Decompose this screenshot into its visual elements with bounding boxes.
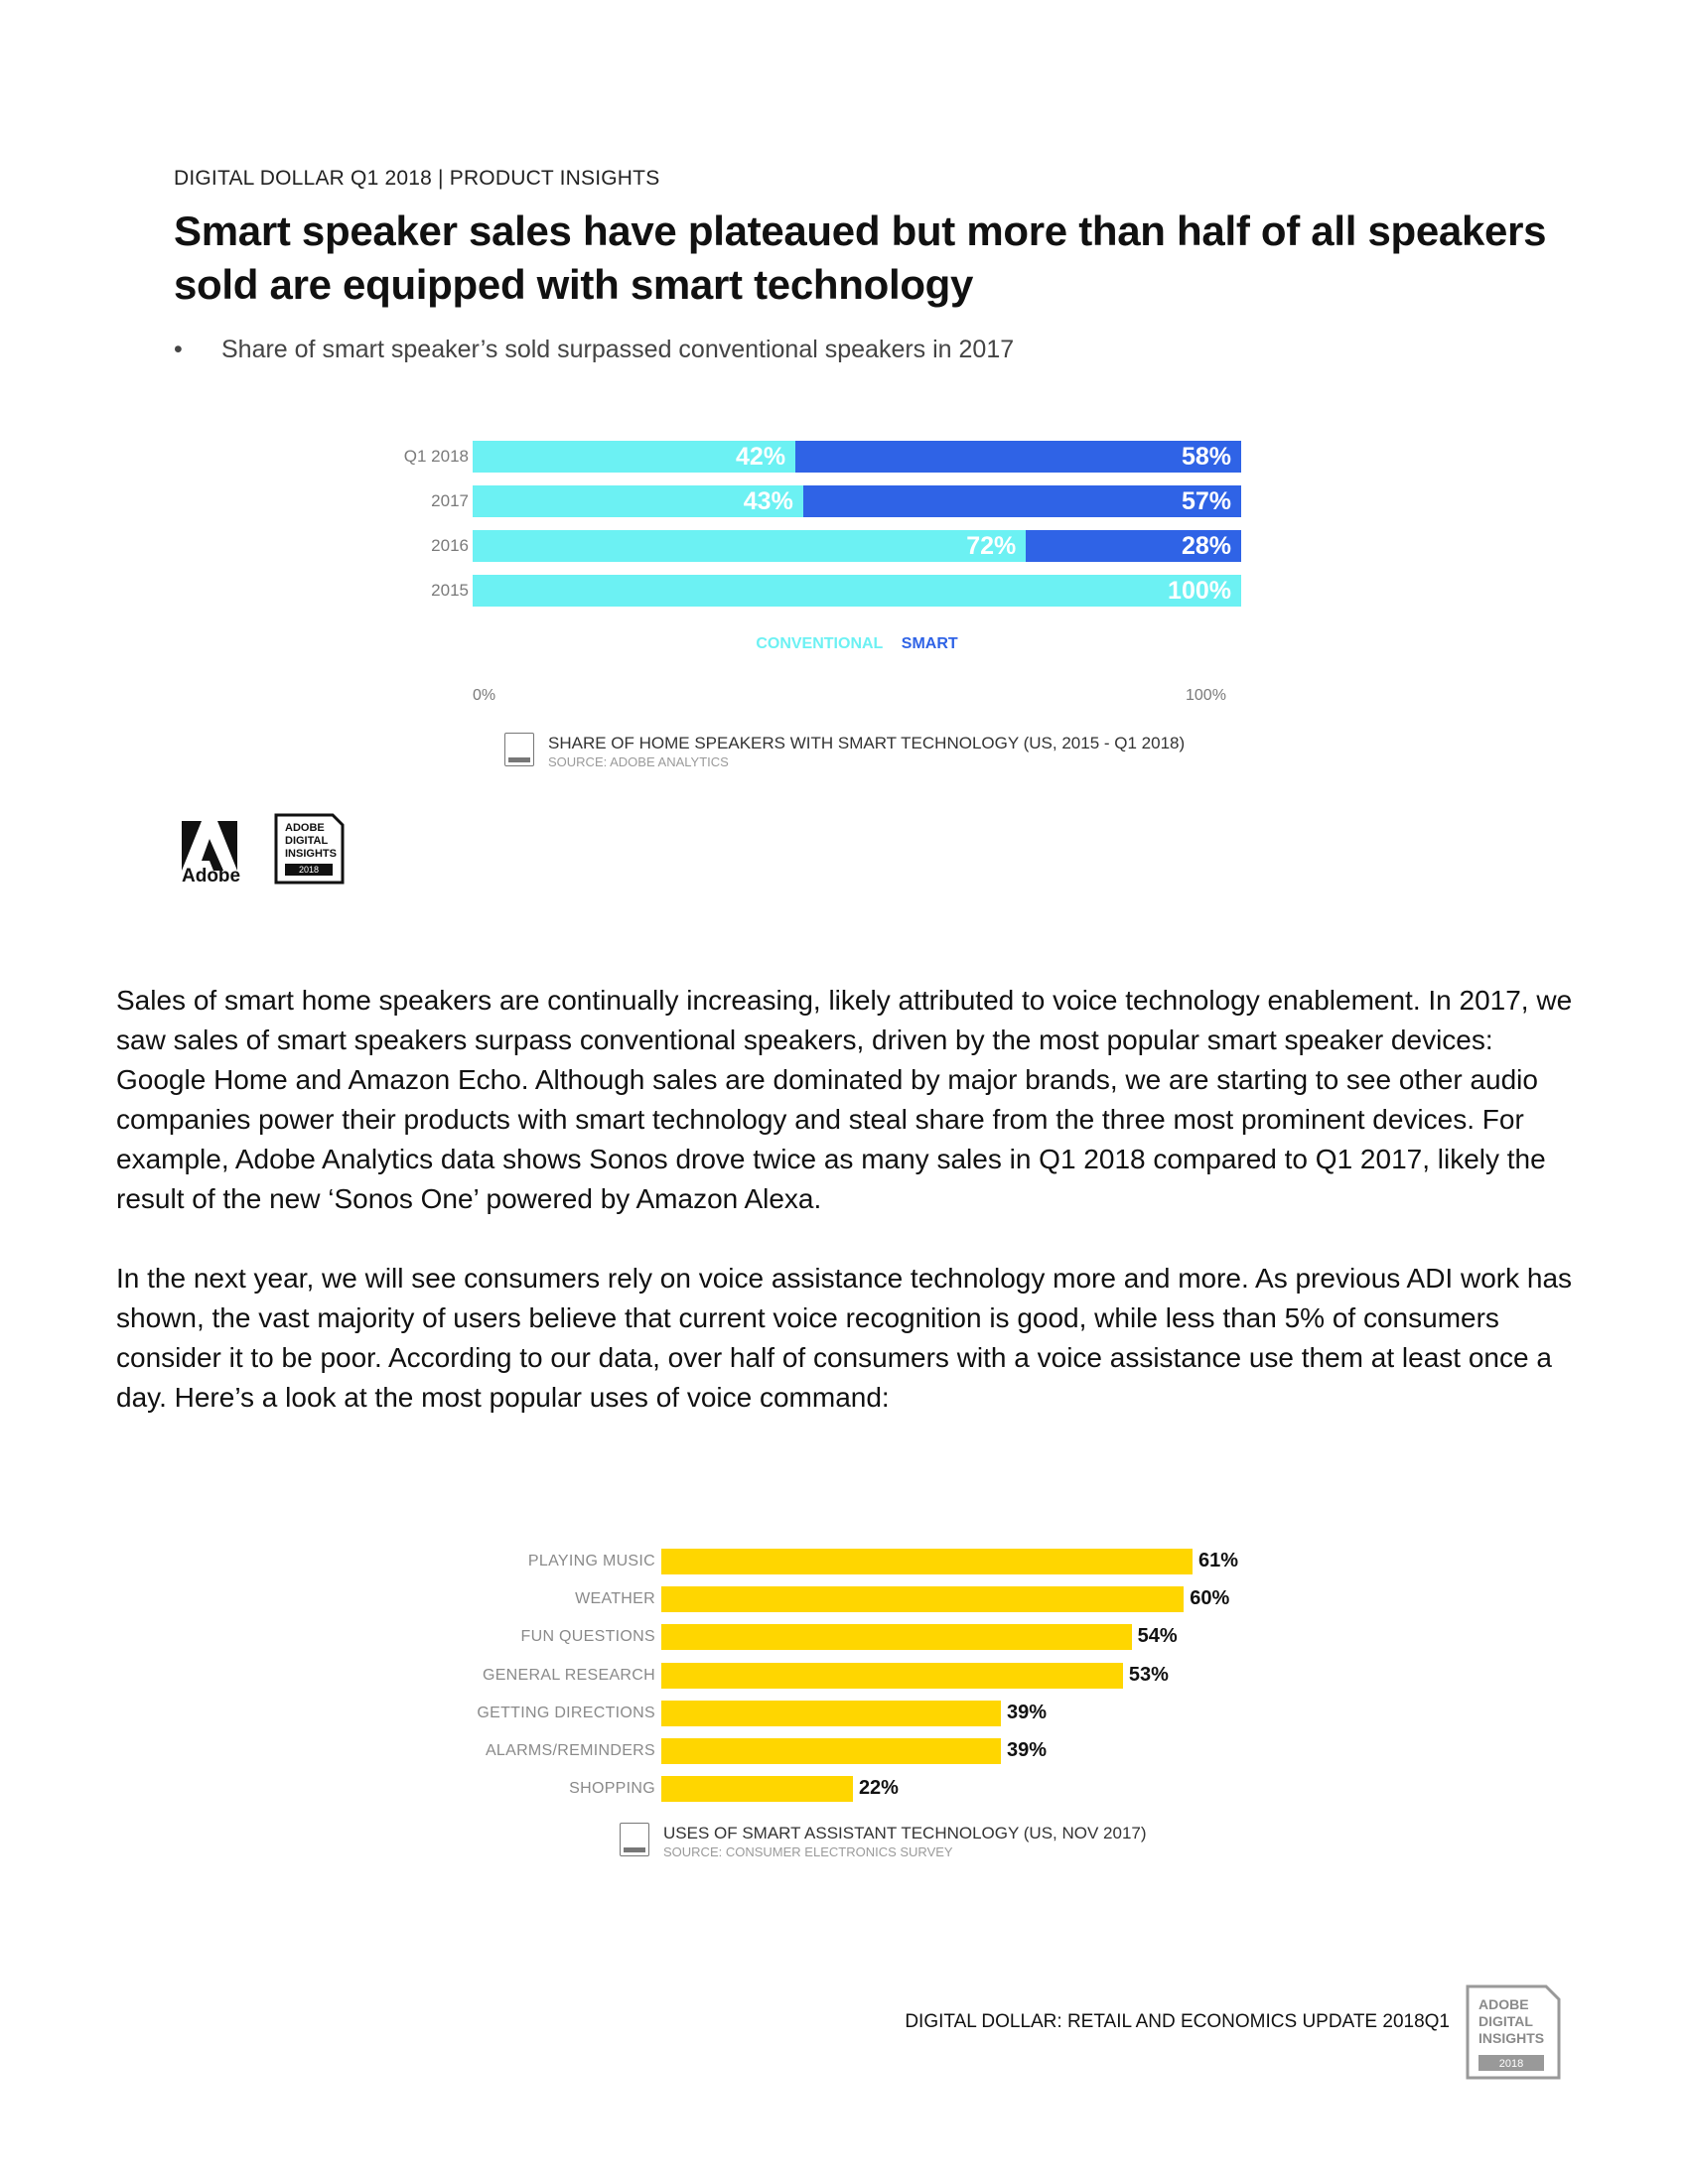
bullet-text: Share of smart speaker’s sold surpassed conventional speakers in 2017: [221, 336, 1015, 363]
usage-bar: [661, 1776, 853, 1802]
footer-adi-logo-icon: [1465, 1983, 1562, 2081]
adi-badge-icon: [504, 733, 534, 766]
stacked-bar: [473, 441, 1241, 473]
bar-value-label: 43%: [743, 487, 793, 515]
bar-value-label: 53%: [1128, 1663, 1169, 1686]
bar-value-label: 60%: [1190, 1587, 1230, 1610]
legend-conventional: CONVENTIONAL: [756, 635, 884, 652]
usage-bar: [661, 1738, 1001, 1764]
speaker-share-chart: [377, 427, 1251, 784]
adobe-logo-text: Adobe: [182, 866, 241, 887]
bar-value-label: 100%: [1168, 577, 1231, 605]
bar-segment-smart: [1026, 530, 1241, 562]
adi-logo-icon: [273, 812, 347, 886]
category-label: ALARMS/REMINDERS: [485, 1742, 655, 1759]
chart-caption-source: SOURCE: CONSUMER ELECTRONICS SURVEY: [663, 1844, 953, 1859]
adi-logo-year: 2018: [298, 865, 320, 875]
footer-logo-line-3: INSIGHTS: [1478, 2030, 1545, 2046]
row-label: 2016: [431, 536, 469, 555]
chart-caption-source: SOURCE: ADOBE ANALYTICS: [548, 754, 729, 769]
chart-caption-title: USES OF SMART ASSISTANT TECHNOLOGY (US, NOV 2017): [663, 1824, 1147, 1843]
bar-segment-conventional: [473, 530, 1026, 562]
bar-segment-conventional: [473, 575, 1241, 607]
footer-logo-year: 2018: [1498, 2058, 1524, 2070]
header-kicker: DIGITAL DOLLAR Q1 2018 | PRODUCT INSIGHTS: [174, 167, 660, 190]
adi-logo-line-2: DIGITAL: [285, 835, 329, 847]
legend-smart: SMART: [901, 635, 958, 652]
chart-legend: [473, 635, 1241, 653]
bar-value-label: 54%: [1137, 1625, 1178, 1648]
usage-bar: [661, 1701, 1001, 1726]
x-axis-min-label: 0%: [473, 687, 496, 704]
usage-bar: [661, 1624, 1132, 1650]
x-axis-max-label: 100%: [1186, 687, 1226, 704]
bar-value-label: 61%: [1198, 1550, 1239, 1571]
body-paragraph-2: In the next year, we will see consumers rely on voice assistance technology more and more. As previous ADI work has shown, the vast majority of users believe that current voice recognition is good, while less than 5% of consumers consider it to be poor. According to our data, over half of consumers with a voice assistance use them at least once a day. Here’s a look at the most popular uses of voice command:: [116, 1263, 1573, 1413]
row-label: Q1 2018: [403, 447, 469, 466]
bar-value-label: 58%: [1181, 443, 1231, 471]
chart-caption-title: SHARE OF HOME SPEAKERS WITH SMART TECHNOLOGY (US, 2015 - Q1 2018): [548, 734, 1186, 752]
category-label: FUN QUESTIONS: [520, 1628, 655, 1646]
bar-value-label: 39%: [1007, 1701, 1048, 1723]
usage-bar: [661, 1586, 1184, 1612]
usage-bar: [661, 1663, 1123, 1689]
bar-value-label: 57%: [1181, 487, 1231, 515]
bullet-point: [174, 336, 1014, 364]
stacked-bar: [473, 485, 1241, 517]
adi-badge-icon: [620, 1823, 649, 1856]
bar-value-label: 72%: [966, 532, 1017, 560]
stacked-bar: [473, 530, 1241, 562]
footer-logo-line-1: ADOBE: [1478, 1996, 1529, 2012]
bar-segment-conventional: [473, 441, 795, 473]
page-title: Smart speaker sales have plateaued but more than half of all speakers sold are equipped with smart technology: [174, 207, 1547, 308]
bullet-dot: •: [174, 336, 183, 363]
bar-segment-conventional: [473, 485, 803, 517]
category-label: PLAYING MUSIC: [527, 1553, 655, 1570]
usage-bar: [661, 1549, 1193, 1574]
body-paragraph-1: Sales of smart home speakers are continually increasing, likely attributed to voice technology enablement. In 2017, we saw sales of smart speakers surpass conventional speakers, driven by the most popular smart speaker devices: Google Home and Amazon Echo. Although sales are dominated by major brands, we are starting to see other audio companies power their products with smart technology and steal share from the three most prominent devices. For example, Adobe Analytics data shows Sonos drove twice as many sales in Q1 2018 compared to Q1 2017, likely the result of the new ‘Sonos One’ powered by Amazon Alexa.: [116, 985, 1573, 1214]
footer-logo-line-2: DIGITAL: [1478, 2013, 1533, 2029]
adi-logo-line-3: INSIGHTS: [285, 848, 337, 860]
category-label: GENERAL RESEARCH: [482, 1666, 655, 1684]
row-label: 2015: [431, 581, 469, 600]
bar-segment-smart: [795, 441, 1241, 473]
stacked-bar: [473, 575, 1241, 607]
footer-text: DIGITAL DOLLAR: RETAIL AND ECONOMICS UPDATE 2018Q1: [905, 2011, 1450, 2032]
category-label: WEATHER: [575, 1590, 655, 1608]
bar-value-label: 39%: [1007, 1739, 1048, 1761]
voice-uses-chart: [477, 1539, 1239, 1859]
bar-value-label: 22%: [858, 1777, 899, 1800]
category-label: GETTING DIRECTIONS: [477, 1704, 655, 1721]
bar-value-label: 28%: [1181, 532, 1231, 560]
row-label: 2017: [431, 491, 469, 510]
adi-logo-line-1: ADOBE: [285, 822, 325, 834]
bar-segment-smart: [803, 485, 1241, 517]
category-label: SHOPPING: [569, 1780, 655, 1798]
bar-value-label: 42%: [736, 443, 786, 471]
